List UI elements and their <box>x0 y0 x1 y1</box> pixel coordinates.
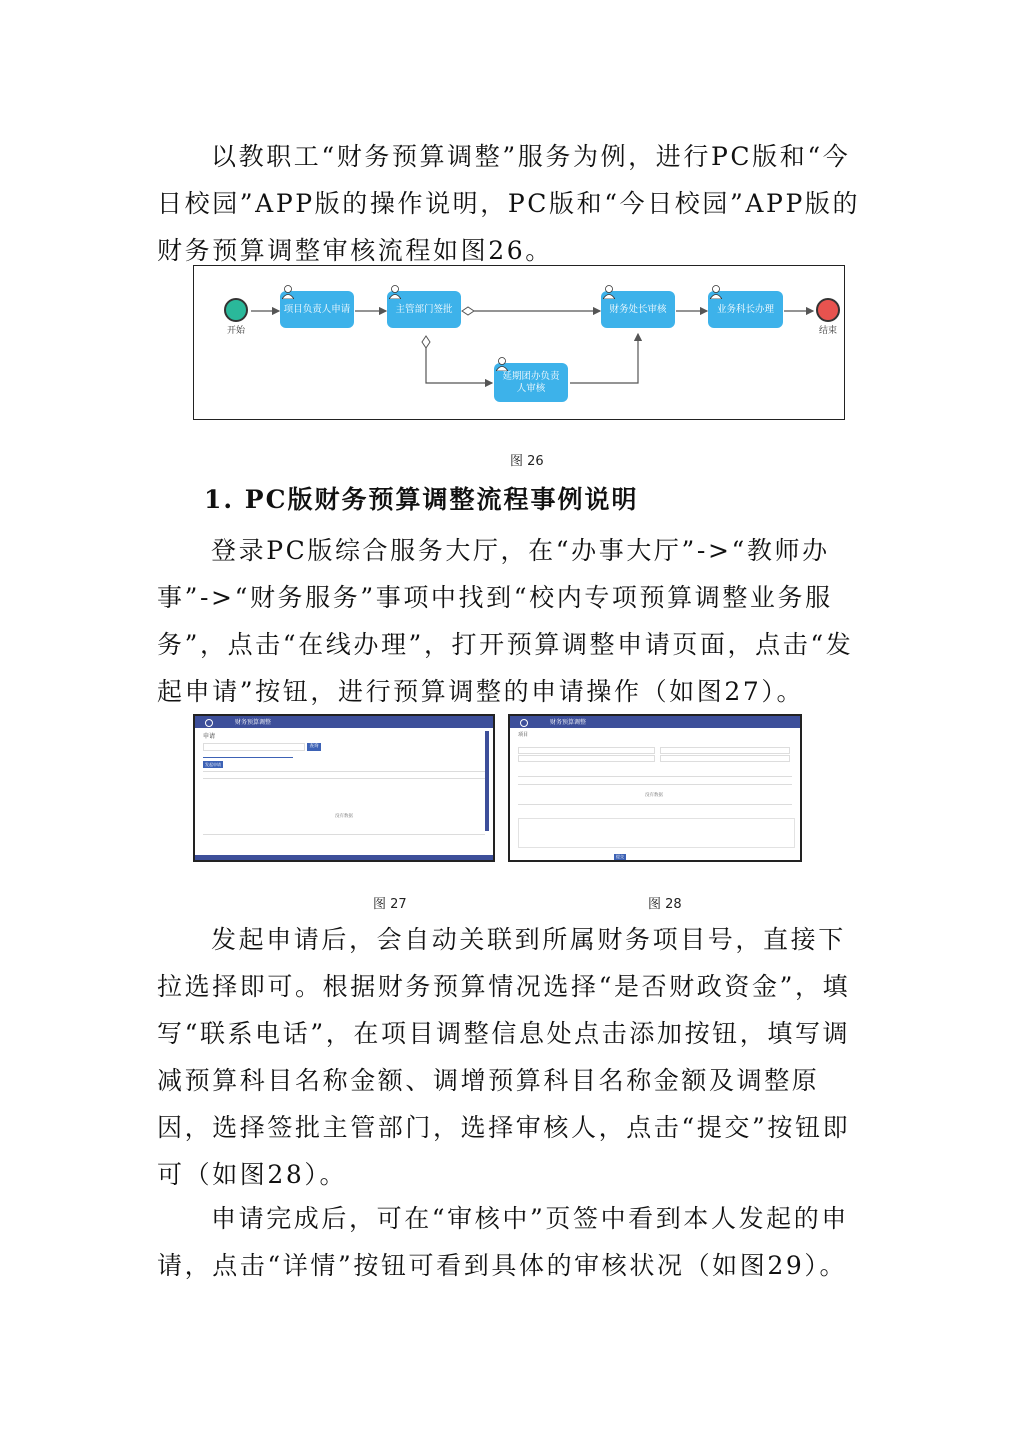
reviewer-section <box>518 818 795 848</box>
paragraph-1: 登录PC版综合服务大厅，在“办事大厅”->“教师办事”->“财务服务”事项中找到“校内专项预算调整业务服务”，点击“在线办理”，打开预算调整申请页面，点击“发起申请”按钮，进行预算调整的申请操作（如图27）。 <box>157 536 854 706</box>
flow-node-dept-approval <box>387 291 461 328</box>
add-application-button[interactable]: 发起申请 <box>205 762 221 767</box>
figure-caption: 图 27 <box>373 897 407 912</box>
flow-node-label: 项目负责人申请 <box>283 303 351 315</box>
tab-strip <box>203 753 293 758</box>
end-event <box>816 298 840 322</box>
end-label: 结束 <box>819 326 838 336</box>
footer-bar <box>195 855 493 860</box>
table-divider <box>203 834 485 835</box>
search-button[interactable]: 查询 <box>307 743 321 751</box>
app-title: 财务预算调整 <box>550 719 587 726</box>
paragraph-3: 申请完成后，可在“审核中”页签中看到本人发起的申请，点击“详情”按钮可看到具体的审核状况（如图29）。 <box>157 1204 849 1280</box>
person-icon <box>710 285 722 299</box>
flow-node-label: 财务处长审核 <box>609 303 667 315</box>
dept-field[interactable] <box>660 755 790 762</box>
table-divider <box>203 778 485 779</box>
submit-button[interactable]: 提交 <box>616 854 624 859</box>
person-icon <box>282 285 294 299</box>
figure-caption: 图 26 <box>510 454 544 469</box>
scrollbar[interactable] <box>485 731 489 831</box>
paragraph-2: 发起申请后，会自动关联到所属财务项目号，直接下拉选择即可。根据财务预算情况选择“是否财政资金”，填写“联系电话”，在项目调整信息处点击添加按钮，填写调减预算科目名称金额、调增预算科目名称金额及调整原因，选择签批主管部门，选择审核人，点击“提交”按钮即可（如图28）。 <box>157 925 851 1189</box>
screenshot-application-form <box>508 714 802 862</box>
section-label: 申请 <box>203 733 216 740</box>
app-title: 财务预算调整 <box>235 719 272 726</box>
table-divider <box>518 784 792 785</box>
flow-node-section-chief <box>708 291 783 328</box>
flow-node-finance-director <box>601 291 675 328</box>
project-field[interactable] <box>518 747 655 754</box>
start-event <box>224 298 248 322</box>
section-label: 项目 <box>518 732 529 738</box>
person-icon <box>496 357 508 371</box>
flow-node-label: 延期团办负责人审核 <box>502 370 560 394</box>
start-label: 开始 <box>227 326 246 336</box>
table-divider <box>518 776 792 777</box>
flow-node-applicant <box>280 291 354 328</box>
empty-state: 没有数据 <box>645 793 663 798</box>
approval-flow-diagram <box>193 265 845 420</box>
intro-paragraph: 以教职工“财务预算调整”服务为例，进行PC版和“今日校园”APP版的操作说明，PC版和“今日校园”APP版的财务预算调整审核流程如图26。 <box>157 142 861 265</box>
section-heading: 1. PC版财务预算调整流程事例说明 <box>204 485 639 514</box>
search-input[interactable] <box>203 743 305 751</box>
empty-state: 没有数据 <box>335 814 353 819</box>
flow-node-extension-review <box>494 363 568 402</box>
phone-field[interactable] <box>518 755 655 762</box>
person-icon <box>603 285 615 299</box>
funding-field[interactable] <box>660 747 790 754</box>
flow-node-label: 主管部门签批 <box>395 303 453 315</box>
figure-caption: 图 28 <box>648 897 682 912</box>
flow-node-label: 业务科长办理 <box>716 303 774 315</box>
screenshot-application-list <box>193 714 495 862</box>
table-divider <box>203 771 485 772</box>
table-divider <box>518 804 792 805</box>
logo-icon <box>520 719 528 727</box>
person-icon <box>389 285 401 299</box>
logo-icon <box>205 719 213 727</box>
